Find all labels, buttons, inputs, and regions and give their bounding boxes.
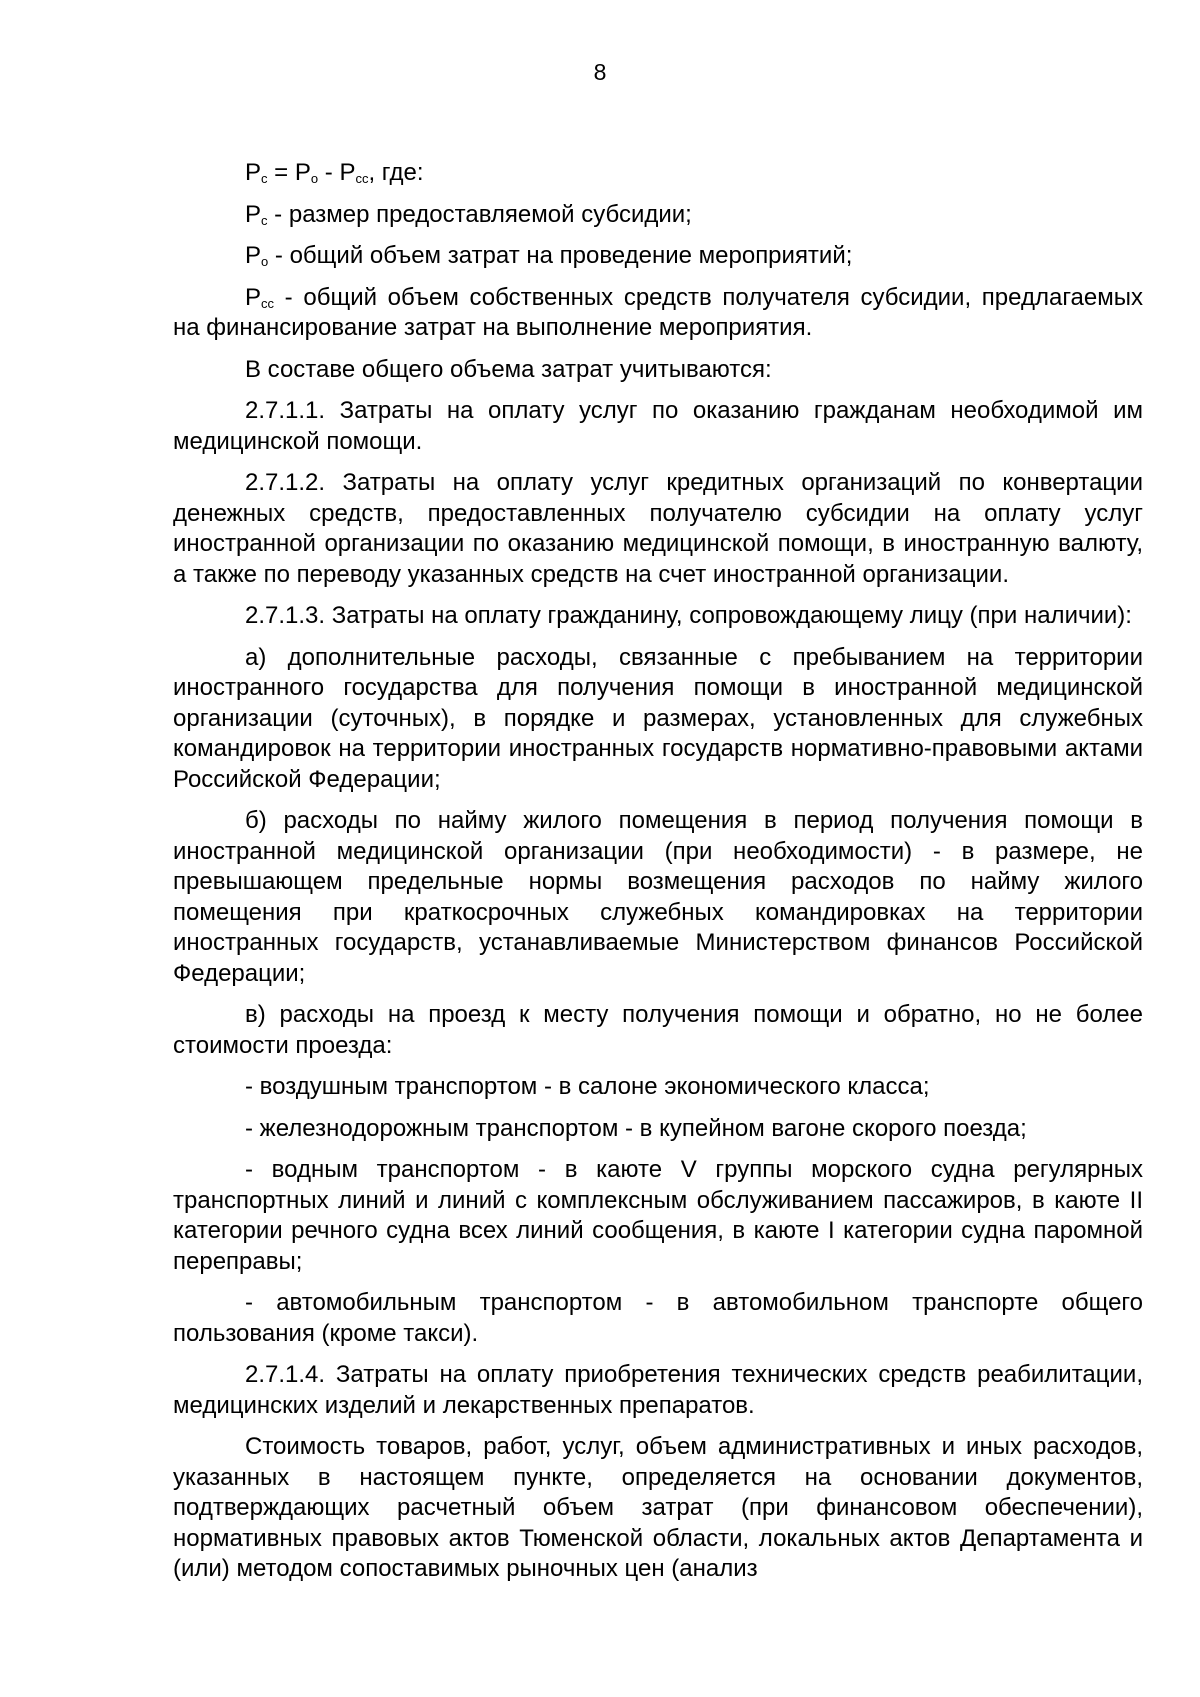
formula-text: , где: [368, 159, 424, 186]
body-paragraph: - автомобильным транспортом - в автомобильном транспорте общего пользования (кроме такси). [173, 1289, 1143, 1347]
definition-symbol: P [245, 283, 262, 311]
definition-text: - общий объем затрат на проведение мероприятий; [268, 242, 853, 269]
definition-symbol: P [245, 242, 262, 269]
body-paragraph: 2.7.1.4. Затраты на оплату приобретения технических средств реабилитации, медицинских изделий и лекарственных препаратов. [173, 1361, 1143, 1419]
body-paragraph: а) дополнительные расходы, связанные с пребыванием на территории иностранного государства для получения помощи в иностранной медицинской организации (суточных), в порядке и размерах, установленных для служебных командировок на территории иностранных государств нормативно-правовыми актами Российской Федерации; [173, 643, 1143, 793]
definition-text: - размер предоставляемой субсидии; [267, 200, 692, 228]
body-paragraph: 2.7.1.2. Затраты на оплату услуг кредитных организаций по конвертации денежных средств, предоставленных получателю субсидии на оплату услуг иностранной организации по оказанию медицинской помощи, в иностранную валюту, а также по переводу указанных средств на счет иностранной организации. [173, 469, 1143, 588]
formula-subscript: с [261, 171, 268, 186]
body-paragraph: б) расходы по найму жилого помещения в период получения помощи в иностранной медицинской организации (при необходимости) - в размере, не превышающем предельные нормы возмещения расходов по найму жилого помещения при краткосрочных служебных командировках на территории иностранных государств, устанавливаемые Министерством финансов Российской Федерации; [173, 807, 1143, 987]
definition-symbol: P [245, 200, 262, 228]
formula-text: = P [267, 159, 311, 186]
document-body [173, 158, 1143, 1585]
body-paragraph: - железнодорожным транспортом - в купейном вагоне скорого поезда; [245, 1114, 1027, 1142]
definition-subscript: о [261, 254, 269, 269]
body-paragraph: 2.7.1.3. Затраты на оплату гражданину, сопровождающему лицу (при наличии): [245, 602, 1132, 629]
body-paragraph: В составе общего объема затрат учитываются: [245, 355, 772, 383]
definition-subscript: сс [261, 295, 275, 311]
definition-text: - общий объем собственных средств получателя субсидии, предлагаемых на финансирование затрат на выполнение мероприятия. [173, 283, 1143, 341]
formula-text: - P [318, 159, 356, 186]
formula-subscript: о [310, 171, 319, 186]
definition-subscript: с [261, 212, 268, 228]
definition-paragraph [173, 200, 1143, 231]
formula-subscript: сс [355, 171, 369, 186]
formula-line [173, 158, 1143, 189]
body-paragraph: Стоимость товаров, работ, услуг, объем административных и иных расходов, указанных в настоящем пункте, определяется на основании документов, подтверждающих расчетный объем затрат (при финансовом обеспечении), нормативных правовых актов Тюменской области, локальных актов Департамента и (или) методом сопоставимых рыночных цен (анализ [173, 1433, 1143, 1582]
body-paragraph: 2.7.1.1. Затраты на оплату услуг по оказанию гражданам необходимой им медицинской помощи. [173, 397, 1143, 455]
definition-paragraph [173, 283, 1143, 344]
definition-paragraph [173, 241, 1143, 272]
body-paragraph: в) расходы на проезд к месту получения помощи и обратно, но не более стоимости проезда: [173, 1001, 1143, 1059]
body-paragraph: - воздушным транспортом - в салоне экономического класса; [245, 1073, 930, 1100]
page-number: 8 [593, 59, 607, 85]
formula-symbol: P [245, 159, 262, 186]
body-paragraph: - водным транспортом - в каюте V группы морского судна регулярных транспортных линий и линий с комплексным обслуживанием пассажиров, в каюте II категории речного судна всех линий сообщения, в каюте I категории судна паромной переправы; [173, 1156, 1143, 1275]
